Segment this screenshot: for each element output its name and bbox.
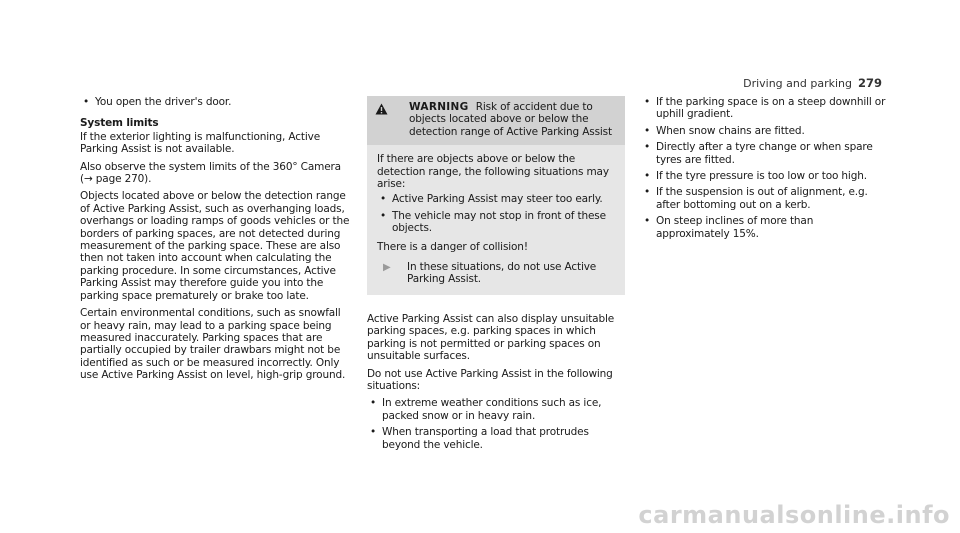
warning-label: WARNING [409, 101, 469, 113]
warning-header [367, 96, 625, 145]
paragraph: If the exterior lighting is malfunctioning, Active Parking Assist is not available. [80, 130, 321, 156]
list-item: • In extreme weather conditions such as ice, packed snow or in heavy rain. [370, 397, 602, 422]
column-right [641, 96, 889, 244]
paragraph: Do not use Active Parking Assist in the following situations: [367, 367, 613, 392]
bullet-icon: • [370, 397, 377, 410]
paragraph: Also observe the system limits of the 360° Camera (→ page 270). [80, 160, 341, 186]
arrow-right-icon: ▶ [383, 262, 391, 274]
bullet-icon: • [644, 141, 651, 154]
warning-triangle-icon [375, 101, 409, 138]
page-header [743, 76, 882, 90]
list-item: • Directly after a tyre change or when spare tyres are fitted. [644, 141, 873, 166]
list-item: • Active Parking Assist may steer too early. [380, 193, 603, 206]
paragraph: Certain environmental conditions, such as snowfall or heavy rain, may lead to a parking space being measured inaccurately. Parking spaces that are partially occupied by trailer drawbars might not be identified as such or be measured incorrectly. Only use Active Parking Assist on level, high-grip ground. [80, 307, 346, 382]
bullet-icon: • [380, 193, 387, 206]
intro-bullet-list [80, 96, 350, 108]
bullet-icon: • [644, 96, 651, 108]
bullet-icon: • [644, 124, 651, 137]
bullet-icon: • [83, 96, 90, 108]
bullet-icon: • [380, 209, 387, 222]
list-item: • If the suspension is out of alignment, e.g. after bottoming out on a kerb. [644, 186, 868, 211]
page-number: 279 [857, 76, 882, 90]
paragraph: Active Parking Assist can also display unsuitable parking spaces, e.g. parking spaces in which parking is not permitted or parking spaces on unsuitable surfaces. [367, 312, 615, 363]
section-title: Driving and parking [743, 77, 852, 90]
column-middle [367, 96, 625, 455]
situations-bullet-list-continued [641, 96, 889, 240]
list-item: • When transporting a load that protrudes beyond the vehicle. [370, 426, 589, 451]
paragraph: Objects located above or below the detection range of Active Parking Assist, such as overhanging loads, overhangs or loading ramps of goods vehicles or the borders of parking spaces, are not detected during measurement of the parking space. These are also then not taken into account when calculating the parking procedure. In some circumstances, Active Parking Assist may therefore guide you into the parking space prematurely or brake too late. [80, 190, 350, 302]
warning-intro: If there are objects above or below the detection range, the following situations may arise: [377, 153, 609, 191]
list-item: • If the parking space is on a steep downhill or uphill gradient. [644, 96, 886, 121]
warning-body [367, 145, 625, 295]
bullet-icon: • [644, 186, 651, 199]
watermark: carmanualsonline.info [638, 501, 950, 529]
list-item: • You open the driver's door. [83, 96, 232, 108]
warning-bullet-list [377, 193, 615, 234]
list-item: • On steep inclines of more than approximately 15%. [644, 215, 814, 240]
list-item: • When snow chains are fitted. [644, 124, 805, 137]
bullet-icon: • [644, 215, 651, 228]
danger-text: There is a danger of collision! [377, 240, 528, 253]
situations-bullet-list [367, 397, 625, 451]
list-item: • The vehicle may not stop in front of these objects. [380, 209, 606, 235]
warning-box [367, 96, 625, 295]
bullet-icon: • [370, 426, 377, 439]
bullet-icon: • [644, 170, 651, 183]
column-left [80, 96, 350, 387]
system-limits-heading: System limits [80, 117, 159, 130]
warning-title: Risk of accident due to objects located above or below the detection range of Active Parking Assist [409, 101, 612, 138]
list-item: • If the tyre pressure is too low or too high. [644, 170, 867, 183]
instruction-step: ▶ In these situations, do not use Active Parking Assist. [383, 261, 597, 286]
